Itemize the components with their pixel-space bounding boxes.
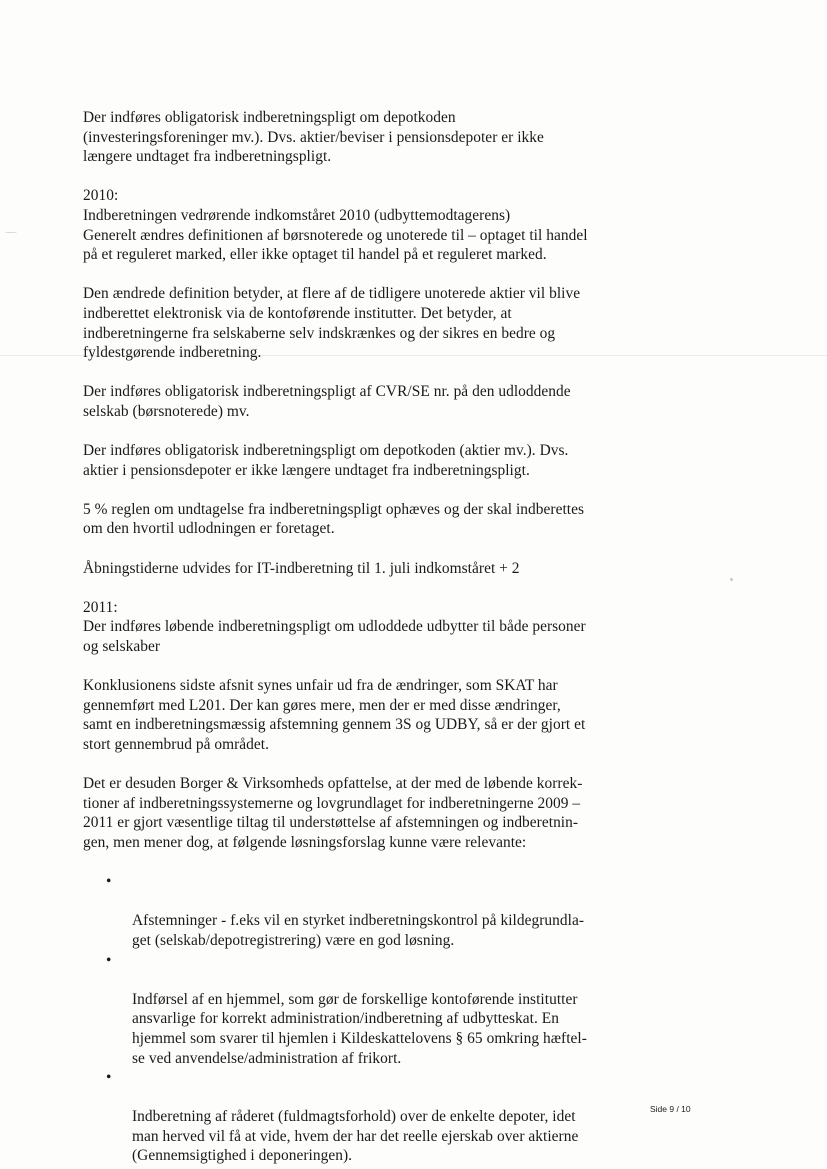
list-item-text: Indberetning af råderet (fuldmagtsforhold) over de enkelte depoter, idet man herved vil få at vide, hvem der har det reelle ejerskab over aktierne (Gennemsigtighed i deponeringen).: [132, 1108, 579, 1165]
paragraph-aabningstider: Åbningstiderne udvides for IT-indberetning til 1. juli indkomståret + 2: [83, 559, 520, 577]
bullet-icon: •: [106, 1069, 112, 1087]
list-item-text: Indførsel af en hjemmel, som gør de forskellige kontoførende institutter ansvarlige for korrekt administration/indberetning af udbytteskat. En hjemmel som svarer til hjemlen i Kildeskattelovens § 65 omkring hæftel- se ved anvendelse/administration af frikort.: [132, 990, 587, 1067]
paragraph-cvr-se: Der indføres obligatorisk indberetningspligt af CVR/SE nr. på den udloddende selskab (børsnoterede) mv.: [83, 383, 571, 420]
paragraph-depotkode-investering: Der indføres obligatorisk indberetningspligt om depotkoden (investeringsforeninger mv.). Dvs. aktier/beviser i pensionsdepoter er ikke længere undtaget fra indberetningspligt.: [83, 109, 544, 166]
paragraph-borger-virksomhed: Det er desuden Borger & Virksomheds opfattelse, at der med de løbende korrek- tioner af indberetningssystemerne og lovgrundlaget for indberetningerne 2009 – 2011 er gjort væsentlige tiltag til understøttelse af afstemningen og indberetnin- gen, men mener dog, at følgende løsningsforslag kunne være relevante:: [83, 775, 583, 851]
list-item: [106, 951, 631, 1069]
paragraph-konklusion: Konklusionens sidste afsnit synes unfair ud fra de ændringer, som SKAT har gennemført med L201. Der kan gøres mere, men der er med disse ændringer, samt en indberetningsmæssig afstemning gennem 3S og UDBY, så er der gjort et stort gennembrud på området.: [83, 677, 586, 753]
bullet-icon: •: [106, 873, 112, 891]
paragraph-2010-definition: Indberetningen vedrørende indkomståret 2010 (udbyttemodtagerens) Generelt ændres definitionen af børsnoterede og unoterede til – optaget til handel på et reguleret marked, eller ikke optaget til handel på et reguleret marked.: [83, 206, 588, 264]
paragraph-2011-loebende: Der indføres løbende indberetningspligt om udloddede udbytter til både personer og selskaber: [83, 618, 586, 656]
heading-2011: 2011:: [83, 598, 118, 616]
list-item-text: Afstemninger - f.eks vil en styrket indberetningskontrol på kildegrundla- get (selskab/depotregistrering) være en god løsning.: [132, 912, 585, 949]
bullet-icon: •: [106, 951, 112, 969]
proposal-list: [106, 872, 631, 1166]
list-item: [106, 1068, 631, 1166]
scan-speck: [5, 232, 17, 233]
scan-speck: [730, 578, 733, 581]
list-item: [106, 872, 631, 950]
paragraph-5-procent-regel: 5 % reglen om undtagelse fra indberetningspligt ophæves og der skal indberettes om den hvortil udlodningen er foretaget.: [83, 500, 585, 538]
page-number: Side 9 / 10: [650, 1104, 691, 1114]
heading-2010: 2010:: [83, 187, 119, 205]
paragraph-aendret-definition: Den ændrede definition betyder, at flere af de tidligere unoterede aktier vil blive indberettet elektronisk via de kontoførende institutter. Det betyder, at indberetningerne fra selskaberne selv indskrænkes og der sikres en bedre og fyldestgørende indberetning.: [83, 285, 581, 362]
paragraph-depotkode-aktier: Der indføres obligatorisk indberetningspligt om depotkoden (aktier mv.). Dvs. aktier i pensionsdepoter er ikke længere undtaget fra indberetningspligt.: [83, 442, 569, 479]
document-body: [83, 108, 643, 1166]
